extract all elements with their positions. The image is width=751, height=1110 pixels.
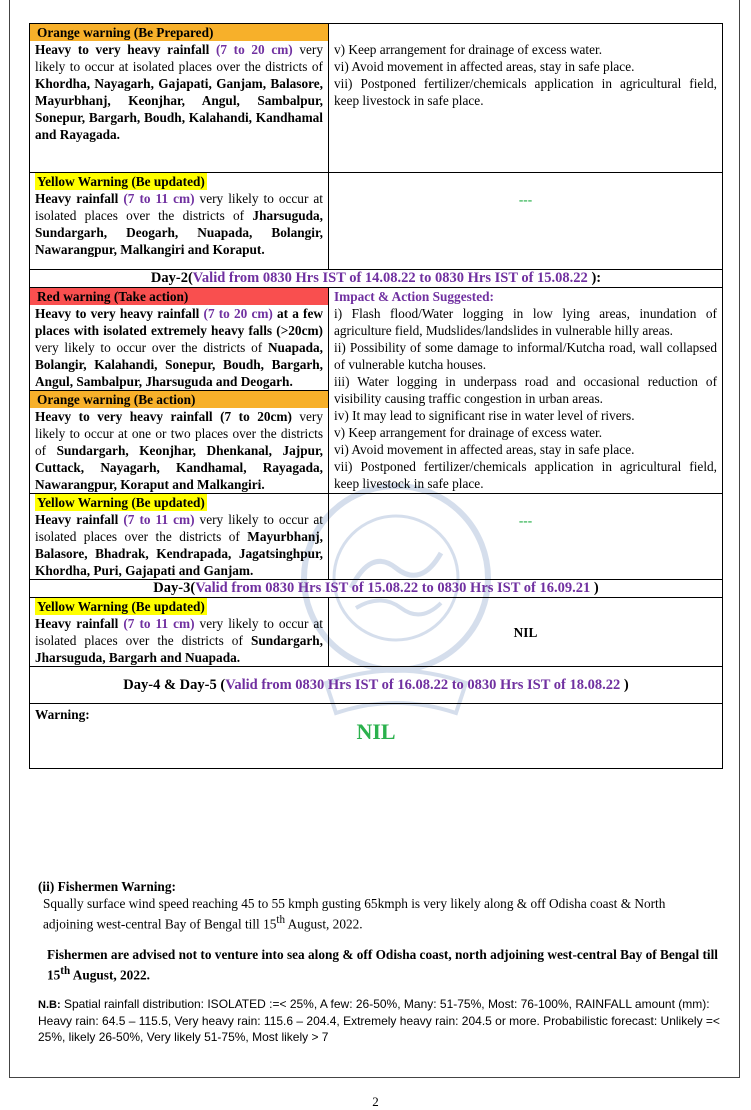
nil-value: NIL bbox=[513, 624, 538, 640]
no-action-dash: --- bbox=[518, 513, 533, 528]
district-list: Sundargarh, Keonjhar, Dhenkanal, Jajpur, Cuttack, Nayagarh, Kandhamal, Rayagada, Nawarangpur, Koraput and Malkangiri. bbox=[35, 443, 323, 492]
day3-yellow-warning-cell bbox=[30, 598, 329, 667]
day2-yellow-row bbox=[30, 494, 723, 580]
validity-period: Valid from 0830 Hrs IST of 16.08.22 to 0830 Hrs IST of 18.08.22 bbox=[225, 676, 621, 693]
warning-text: Heavy to very heavy rainfall bbox=[35, 42, 216, 57]
fishermen-advice bbox=[38, 946, 718, 983]
orange-warning-label: Orange warning (Be action) bbox=[30, 391, 328, 408]
day1-yellow-action-cell bbox=[329, 173, 723, 270]
day45-heading-row bbox=[30, 667, 723, 704]
day-label: Day-4 & Day-5 ( bbox=[123, 676, 226, 693]
day2-yellow-action-cell bbox=[329, 494, 723, 580]
district-list: Jharsuguda, Sundargarh, Deogarh, Nuapada, Bolangir, Nawarangpur, Malkangiri and Koraput. bbox=[35, 208, 323, 257]
impact-item: i) Flash flood/Water logging in low lying areas, inundation of agriculture field, Mudslides/landslides in vulnerable hilly areas. bbox=[334, 306, 717, 338]
day1-orange-warning-cell bbox=[30, 24, 329, 173]
day3-heading-row bbox=[30, 580, 723, 598]
fishermen-text-part: August, 2022. bbox=[285, 916, 363, 932]
day2-yellow-warning-cell bbox=[30, 494, 329, 580]
impact-item: vii) Postponed fertilizer/chemicals application in agricultural field, keep livestock in safe place. bbox=[334, 459, 717, 491]
day-label: Day-3( bbox=[153, 580, 196, 596]
orange-warning-label: Orange warning (Be Prepared) bbox=[30, 24, 328, 41]
red-warning-label: Red warning (Take action) bbox=[30, 288, 328, 305]
impact-title: Impact & Action Suggested: bbox=[334, 289, 494, 304]
warning-text: at a few places with isolated extremely heavy falls (>20cm) bbox=[35, 306, 323, 338]
day2-heading-row bbox=[30, 270, 723, 288]
day1-yellow-row bbox=[30, 173, 723, 270]
day-label-suffix: ) bbox=[620, 676, 629, 693]
fishermen-advice-part: August, 2022. bbox=[70, 967, 150, 983]
fishermen-title: (ii) Fishermen Warning: bbox=[38, 879, 176, 894]
validity-period: Valid from 0830 Hrs IST of 14.08.22 to 0830 Hrs IST of 15.08.22 bbox=[192, 270, 588, 286]
day-label: Day-2( bbox=[150, 270, 193, 286]
fishermen-warning-section bbox=[38, 878, 718, 984]
warning-text: Heavy to very heavy rainfall (7 to 20cm) bbox=[35, 409, 292, 424]
rainfall-amount: (7 to 11 cm) bbox=[123, 616, 195, 631]
yellow-warning-label: Yellow Warning (Be updated) bbox=[37, 599, 205, 614]
warning-text: very likely to occur at isolated places over the districts of bbox=[35, 42, 324, 74]
rainfall-amount: (7 to 20 cm) bbox=[203, 306, 273, 321]
warning-label: Warning: bbox=[35, 707, 90, 722]
footnote-label: N.B: bbox=[38, 999, 61, 1011]
day2-heading bbox=[30, 270, 723, 288]
action-item: vi) Avoid movement in affected areas, stay in safe place. bbox=[334, 59, 635, 74]
district-list: Khordha, Nayagarh, Gajapati, Ganjam, Balasore, Mayurbhanj, Keonjhar, Angul, Sambalpur, Sonepur, Bargarh, Boudh, Kalahandi, Kandhamal and Rayagada. bbox=[35, 76, 323, 142]
superscript: th bbox=[60, 965, 71, 978]
district-list: Mayurbhanj, Balasore, Bhadrak, Kendrapada, Jagatsinghpur, Khordha, Puri, Gajapati and Ganjam. bbox=[35, 529, 323, 578]
day-label-suffix: ) bbox=[590, 580, 599, 596]
validity-period: Valid from 0830 Hrs IST of 15.08.22 to 0830 Hrs IST of 16.09.21 bbox=[195, 580, 591, 596]
warning-text: very likely to occur over the districts of bbox=[35, 340, 268, 355]
day45-heading bbox=[30, 667, 723, 704]
no-action-dash: --- bbox=[518, 192, 533, 207]
action-item: vii) Postponed fertilizer/chemicals application in agricultural field, keep livestock in safe place. bbox=[334, 76, 717, 108]
impact-item: iv) It may lead to significant rise in water level of rivers. bbox=[334, 408, 635, 423]
district-list: Sundargarh, Jharsuguda, Bargarh and Nuapada. bbox=[35, 633, 323, 665]
footnote bbox=[38, 996, 722, 1045]
warning-table bbox=[29, 23, 723, 769]
impact-item: iii) Water logging in underpass road and occasional reduction of visibility causing traffic congestion in urban areas. bbox=[334, 374, 717, 406]
warning-text: Heavy rainfall bbox=[35, 616, 124, 631]
district-list: Nuapada, Bolangir, Kalahandi, Sonepur, Boudh, Bargarh, Angul, Sambalpur, Jharsuguda and Deogarh. bbox=[35, 340, 323, 389]
day2-red-orange-warning-cell bbox=[30, 288, 329, 494]
day2-impact-cell bbox=[329, 288, 723, 494]
impact-item: vi) Avoid movement in affected areas, stay in safe place. bbox=[334, 442, 635, 457]
yellow-warning-label: Yellow Warning (Be updated) bbox=[37, 174, 205, 189]
day3-yellow-row bbox=[30, 598, 723, 667]
day45-warning-row bbox=[30, 704, 723, 769]
day2-red-orange-row bbox=[30, 288, 723, 494]
day1-yellow-warning-cell bbox=[30, 173, 329, 270]
rainfall-amount: (7 to 11 cm) bbox=[123, 191, 195, 206]
warning-text: very likely to occur at one or two places over the districts of bbox=[35, 409, 324, 458]
page-number: 2 bbox=[372, 1094, 379, 1109]
warning-text: Heavy rainfall bbox=[35, 191, 124, 206]
day45-warning-cell bbox=[30, 704, 723, 769]
nil-value: NIL bbox=[356, 719, 396, 744]
warning-text: Heavy to very heavy rainfall bbox=[35, 306, 204, 321]
day3-heading bbox=[30, 580, 723, 598]
fishermen-text-part: Squally surface wind speed reaching 45 to 55 kmph gusting 65kmph is very likely along & off Odisha coast & North adjoining west-central Bay of Bengal till 15 bbox=[43, 896, 666, 932]
yellow-warning-label: Yellow Warning (Be updated) bbox=[37, 495, 205, 510]
impact-item: ii) Possibility of some damage to informal/Kutcha road, wall collapsed of vulnerable kutcha houses. bbox=[334, 340, 717, 372]
day3-action-cell bbox=[329, 598, 723, 667]
warning-text: very likely to occur at isolated places over the districts of bbox=[35, 191, 323, 223]
rainfall-amount: (7 to 11 cm) bbox=[123, 512, 195, 527]
day-label-suffix: ): bbox=[587, 270, 602, 286]
rainfall-amount: (7 to 20 cm) bbox=[215, 42, 293, 57]
day1-orange-action-cell bbox=[329, 24, 723, 173]
day1-orange-row bbox=[30, 24, 723, 173]
warning-text: very likely to occur at isolated places over the districts of bbox=[35, 616, 323, 648]
footnote-text: Spatial rainfall distribution: ISOLATED :=< 25%, A few: 26-50%, Many: 51-75%, Most: 76-100%, RAINFALL amount (mm): Heavy rain: 64.5 – 115.5, Very heavy rain: 115.6 – 204.4, Extremely heavy rain: 204.5 or more. Probabilistic forecast: Unlikely =< 25%, likely 26-50%, Very likely 51-75%, Most likely > 7 bbox=[38, 997, 720, 1044]
fishermen-advice-part: Fishermen are advised not to venture into sea along & off Odisha coast, north adjoining west-central Bay of Bengal till 15 bbox=[47, 947, 718, 983]
warning-text: very likely to occur at isolated places over the districts of bbox=[35, 512, 323, 544]
superscript: th bbox=[276, 914, 286, 926]
impact-item: v) Keep arrangement for drainage of excess water. bbox=[334, 425, 603, 440]
warning-text: Heavy rainfall bbox=[35, 512, 124, 527]
action-item: v) Keep arrangement for drainage of excess water. bbox=[334, 42, 603, 57]
fishermen-text bbox=[38, 895, 718, 932]
